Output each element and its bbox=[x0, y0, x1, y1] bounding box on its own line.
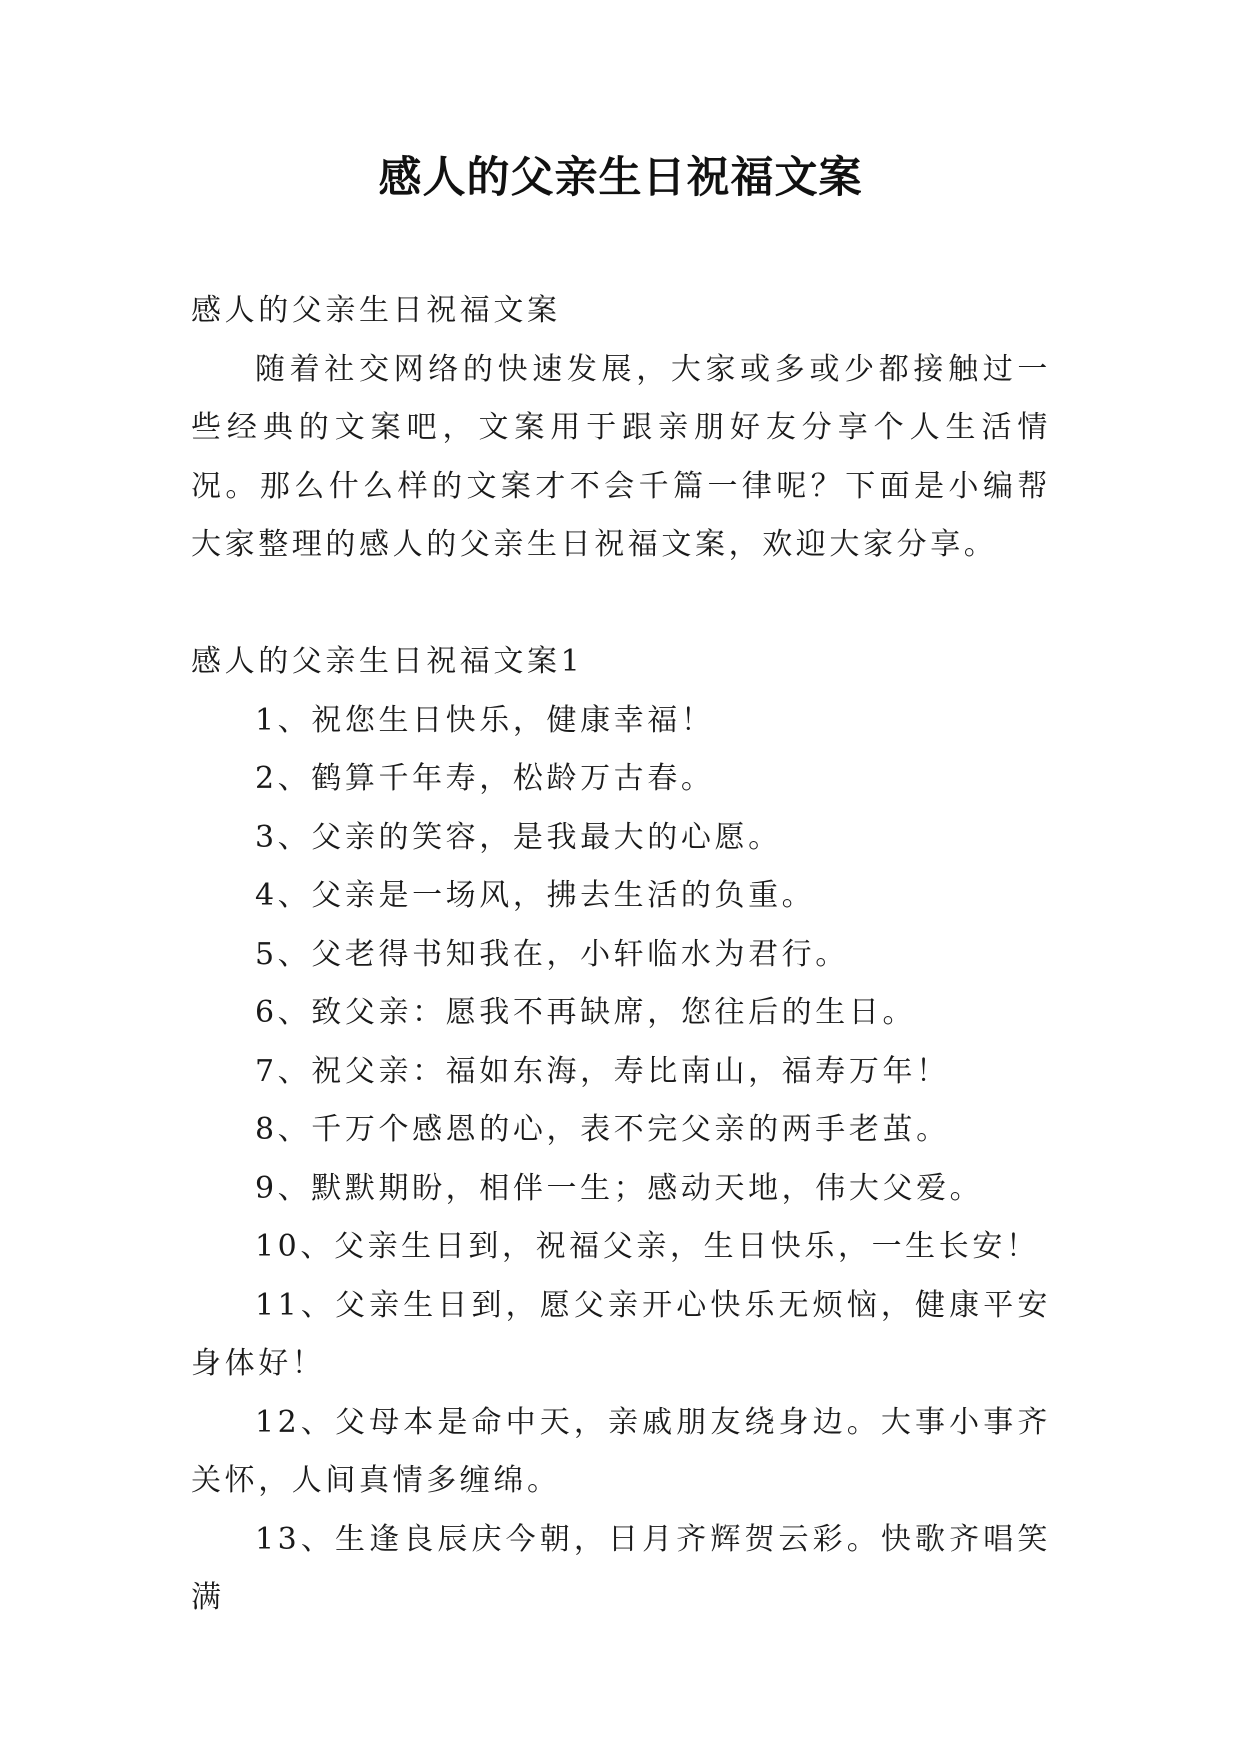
paragraph-spacer bbox=[191, 575, 1051, 634]
list-item: 10、父亲生日到，祝福父亲，生日快乐，一生长安！ bbox=[255, 1229, 1040, 1264]
list-item: 13、生逢良辰庆今朝，日月齐辉贺云彩。快歌齐唱笑满 bbox=[191, 1521, 1051, 1615]
list-item: 4、父亲是一场风，拂去生活的负重。 bbox=[255, 878, 816, 913]
intro-paragraph: 随着社交网络的快速发展，大家或多或少都接触过一些经典的文案吧，文案用于跟亲朋好友分享个人生活情况。那么什么样的文案才不会千篇一律呢？下面是小编帮大家整理的感人的父亲生日祝福文案，欢迎大家分享。 bbox=[191, 351, 1051, 562]
list-item: 6、致父亲：愿我不再缺席，您往后的生日。 bbox=[255, 995, 917, 1030]
document-subtitle: 感人的父亲生日祝福文案 bbox=[191, 293, 561, 328]
list-item: 12、父母本是命中天，亲戚朋友绕身边。大事小事齐关怀，人间真情多缠绵。 bbox=[191, 1404, 1051, 1498]
document-title: 感人的父亲生日祝福文案 bbox=[378, 153, 863, 203]
list-item: 5、父老得书知我在，小轩临水为君行。 bbox=[255, 936, 849, 972]
list-item: 7、祝父亲：福如东海，寿比南山，福寿万年！ bbox=[255, 1053, 950, 1089]
list-item: 8、千万个感恩的心，表不完父亲的两手老茧。 bbox=[255, 1112, 950, 1147]
list-item: 11、父亲生日到，愿父亲开心快乐无烦恼，健康平安身体好！ bbox=[191, 1287, 1051, 1381]
list-item: 1、祝您生日快乐，健康幸福！ bbox=[255, 702, 715, 738]
list-item: 9、默默期盼，相伴一生；感动天地，伟大父爱。 bbox=[255, 1170, 984, 1206]
list-item: 3、父亲的笑容，是我最大的心愿。 bbox=[255, 819, 782, 855]
list-item: 2、鹤算千年寿，松龄万古春。 bbox=[255, 761, 715, 796]
section-heading: 感人的父亲生日祝福文案1 bbox=[191, 644, 584, 679]
document-body bbox=[191, 282, 1051, 1628]
